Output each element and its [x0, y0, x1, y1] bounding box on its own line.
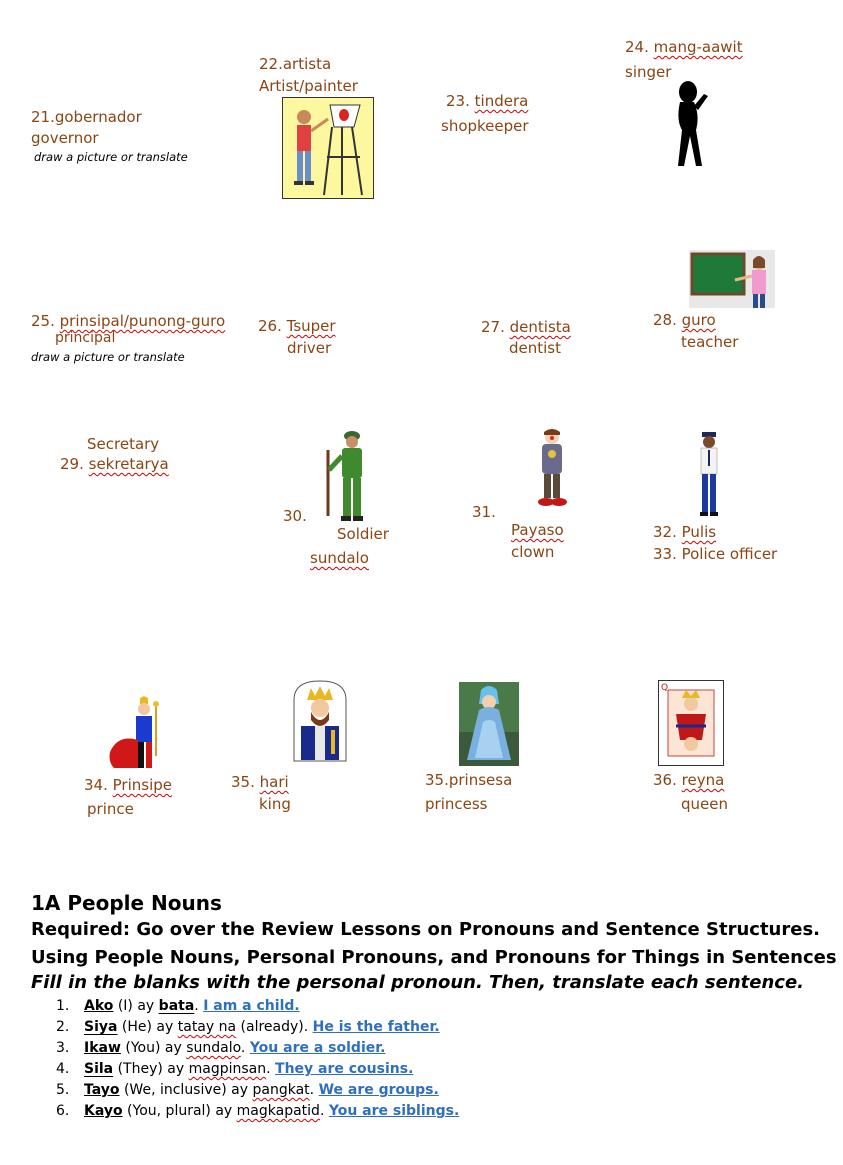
list-item: 4. Sila (They) ay magpinsan. They are cousins. [56, 1061, 414, 1077]
list-item: 3. Ikaw (You) ay sundalo. You are a soldier. [56, 1040, 386, 1056]
item-29-word: 29. sekretarya [60, 455, 169, 473]
artist-painter-image [282, 97, 374, 199]
item-35-word: 35. hari [231, 773, 289, 791]
police-officer-image [694, 432, 724, 518]
singer-image [668, 80, 714, 168]
item-31-word: Payaso [511, 521, 564, 539]
item-25-word: 25. prinsipal/punong-guro [31, 312, 226, 330]
clown-image [532, 428, 572, 508]
soldier-image [320, 430, 372, 522]
item-24-english: singer [625, 63, 672, 81]
item-31-english: clown [511, 543, 555, 561]
sentence-list [56, 996, 459, 1122]
item-33-english: 33. Police officer [653, 545, 778, 563]
item-36-english: queen [681, 795, 728, 813]
svg-text:Q: Q [661, 683, 669, 693]
item-27-english: dentist [509, 339, 562, 357]
item-34-word: 34. Prinsipe [84, 776, 172, 794]
list-item: 5. Tayo (We, inclusive) ay pangkat. We are groups. [56, 1082, 439, 1098]
item-35-princess-word: 35.prinsesa [425, 771, 513, 789]
item-25-english: principal [55, 330, 116, 346]
item-22-english: Artist/painter [259, 77, 358, 95]
instruction: Fill in the blanks with the personal pronoun. Then, translate each sentence. [31, 972, 805, 993]
item-22-word: 22.artista [259, 55, 332, 73]
item-32-word: 32. Pulis [653, 523, 717, 541]
queen-card-image [658, 680, 724, 766]
item-21-english: governor [31, 129, 99, 147]
item-36-word: 36. reyna [653, 771, 725, 789]
prince-image [108, 696, 176, 772]
teacher-image [689, 250, 775, 308]
section-subtitle: Using People Nouns, Personal Pronouns, and Pronouns for Things in Sentences [31, 947, 837, 968]
item-31-number: 31. [472, 503, 496, 521]
list-item: 6. Kayo (You, plural) ay magkapatid. You are siblings. [56, 1103, 460, 1119]
item-21-word: 21.gobernador [31, 108, 142, 126]
item-24-word: 24. mang-aawit [625, 38, 743, 56]
item-23-english: shopkeeper [441, 117, 529, 135]
item-28-word: 28. guro [653, 311, 716, 329]
list-item: 2. Siya (He) ay tatay na (already). He is the father. [56, 1019, 440, 1035]
item-27-word: 27. dentista [481, 318, 571, 336]
section-title: 1A People Nouns [31, 891, 222, 915]
item-26-word: 26. Tsuper [258, 317, 336, 335]
item-23-word: 23. tindera [446, 92, 529, 110]
king-image [293, 680, 347, 762]
list-item: 1. Ako (I) ay bata. I am a child. [56, 998, 300, 1014]
princess-image [459, 682, 519, 766]
item-25-note: draw a picture or translate [31, 350, 185, 364]
item-26-english: driver [287, 339, 332, 357]
item-35-english: king [259, 795, 291, 813]
item-28-english: teacher [681, 333, 739, 351]
required-note: Required: Go over the Review Lessons on Pronouns and Sentence Structures. [31, 919, 820, 940]
item-35-princess-english: princess [425, 795, 488, 813]
item-30-number: 30. [283, 507, 307, 525]
item-21-note: draw a picture or translate [34, 150, 188, 164]
item-30-word: sundalo [310, 549, 369, 567]
item-30-english: Soldier [337, 525, 389, 543]
item-29-english: Secretary [87, 435, 160, 453]
item-34-english: prince [87, 800, 134, 818]
